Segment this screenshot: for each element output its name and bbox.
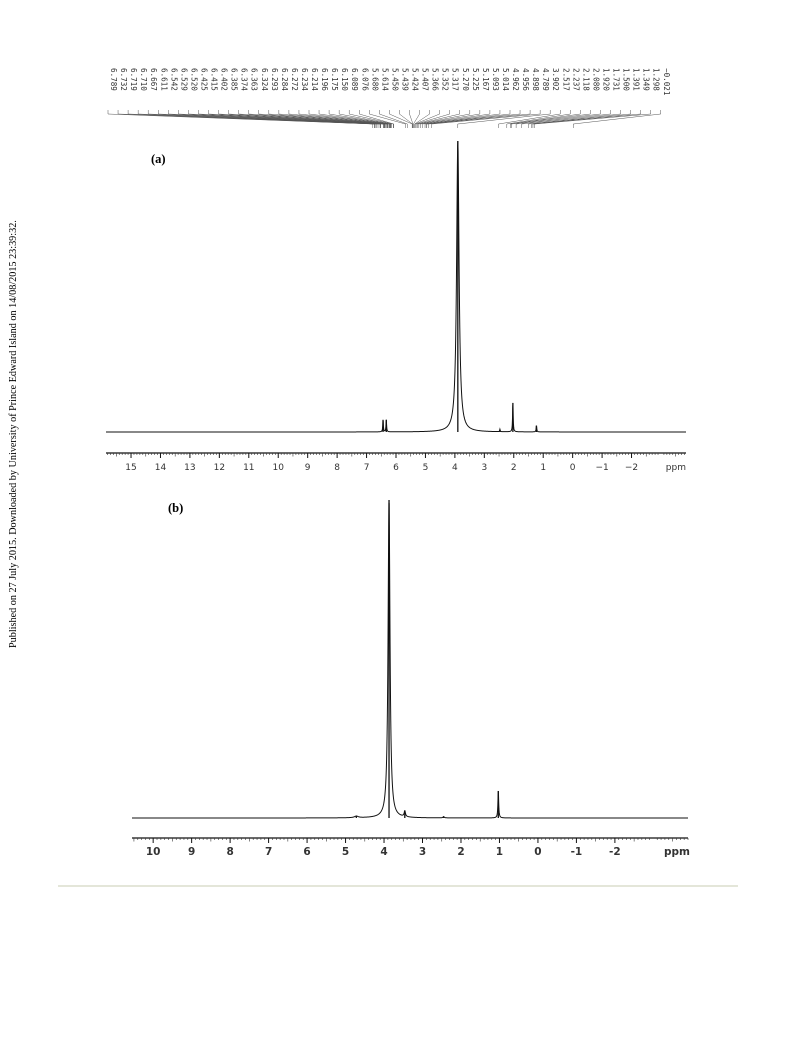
tick-label: −1 [595, 463, 609, 473]
peak-label: 5.450 [390, 68, 400, 91]
peak-label: 6.150 [340, 68, 350, 91]
tick-label: 5 [341, 846, 350, 858]
peak-label-connector [510, 110, 580, 128]
tick-label: 0 [569, 463, 576, 473]
panel-label: (b) [168, 501, 184, 515]
peak-label: 2.517 [561, 68, 571, 91]
tick-label: -2 [609, 846, 621, 858]
peak-label: 6.529 [179, 68, 189, 91]
peak-label: 5.317 [450, 68, 460, 91]
tick-label: 13 [184, 463, 196, 473]
tick-label: 3 [481, 463, 488, 473]
tick-label: 2 [457, 846, 465, 858]
tick-label: 15 [125, 463, 137, 473]
peak-label-connector [188, 110, 380, 128]
tick-label: 12 [213, 463, 226, 473]
tick-label: −2 [624, 463, 639, 473]
peak-label-connector [522, 110, 611, 128]
peak-label: 5.167 [480, 68, 490, 91]
peak-label: 6.374 [239, 68, 249, 91]
nmr-spectrum-a [96, 62, 696, 482]
peak-label: 6.076 [360, 68, 370, 91]
publication-note-text: Published on 27 July 2015. Downloaded by University of Prince Edward Island on 14/08/2015 23:39:32. [8, 220, 19, 648]
peak-label: 5.439 [400, 68, 410, 91]
peak-label: 6.196 [320, 68, 330, 91]
tick-label: 8 [334, 463, 340, 473]
peak-label: 5.225 [470, 68, 480, 91]
peak-label-connector [528, 110, 620, 128]
tick-label: 7 [264, 846, 273, 858]
spectrum-trace [132, 503, 688, 818]
peak-label: 5.270 [460, 68, 470, 91]
peak-label: 1.731 [611, 68, 621, 91]
peak-label-connector [417, 110, 459, 128]
peak-label-connector [425, 110, 500, 128]
peak-label: 6.402 [219, 68, 229, 91]
peak-label: 2.237 [571, 68, 581, 91]
peak-label: 1.920 [601, 68, 611, 91]
peak-label: 5.614 [380, 68, 390, 91]
tick-label: 6 [393, 463, 399, 473]
tick-label: 6 [303, 846, 311, 858]
peak-label: 6.520 [189, 68, 199, 91]
peak-label: 6.415 [209, 68, 219, 91]
publication-note [8, 178, 20, 648]
tick-label: 7 [363, 463, 370, 473]
peak-label: 5.366 [430, 68, 440, 91]
peak-label: 6.324 [259, 68, 269, 91]
peak-label: 6.789 [109, 68, 118, 91]
tick-label: 11 [243, 463, 255, 473]
tick-label: 0 [534, 846, 542, 858]
spectrum-trace [106, 141, 686, 432]
peak-label: 6.667 [149, 68, 159, 91]
tick-label: 4 [380, 846, 388, 858]
peak-label: 4.898 [531, 68, 541, 91]
peak-label: 6.542 [169, 68, 179, 91]
x-axis-label: ppm [664, 846, 690, 858]
peak-label: 6.363 [249, 68, 259, 91]
peak-label: 6.732 [119, 68, 129, 91]
peak-label: 6.089 [350, 68, 360, 91]
peak-label: 6.272 [289, 68, 299, 91]
tick-label: 1 [540, 463, 547, 473]
peak-label: 6.293 [269, 68, 279, 91]
tick-label: 10 [145, 846, 161, 858]
tick-label: 4 [452, 463, 458, 473]
peak-label: 5.014 [500, 68, 510, 91]
tick-label: 14 [154, 463, 167, 473]
tick-label: 9 [304, 463, 311, 473]
peak-label: 6.719 [129, 68, 139, 91]
tick-label: 2 [510, 463, 517, 473]
peak-label-connector [432, 110, 540, 128]
peak-label: 1.500 [621, 68, 631, 91]
x-axis-label: ppm [665, 463, 686, 473]
peak-label: 4.789 [541, 68, 551, 91]
peak-label: 6.214 [310, 68, 319, 91]
peak-label: 6.284 [279, 68, 289, 91]
tick-label: 5 [422, 463, 429, 473]
nmr-spectrum-b [120, 488, 720, 868]
peak-label: 6.234 [299, 68, 309, 91]
tick-label: 9 [187, 846, 196, 858]
tick-label: -1 [570, 846, 583, 858]
peak-label: 4.962 [511, 68, 520, 91]
panel-label: (a) [151, 152, 166, 166]
peak-label: 5.093 [490, 68, 500, 91]
peak-label: 6.175 [330, 68, 340, 91]
peak-label: 6.425 [199, 68, 209, 91]
peak-label: 5.407 [420, 68, 430, 91]
tick-label: 8 [226, 846, 234, 858]
tick-label: 3 [418, 846, 427, 858]
tick-label: 1 [495, 846, 504, 858]
peak-label: −0.021 [661, 68, 671, 96]
peak-label: 1.391 [631, 68, 641, 91]
peak-label: 6.385 [229, 68, 239, 91]
peak-label: 5.352 [440, 68, 450, 91]
peak-label: 6.710 [139, 68, 149, 91]
peak-label: 6.611 [159, 68, 169, 91]
peak-label: 1.349 [641, 68, 651, 91]
peak-label: 5.680 [370, 68, 380, 91]
peak-label: 2.118 [581, 68, 591, 91]
page-divider [58, 885, 738, 887]
peak-label: 5.424 [410, 68, 420, 91]
peak-label: 4.956 [521, 68, 531, 91]
peak-label: 2.080 [591, 68, 601, 91]
peak-label-connector [511, 110, 590, 128]
tick-label: 10 [272, 463, 284, 473]
peak-label: 1.298 [651, 68, 661, 91]
peak-label: 3.902 [551, 68, 561, 91]
